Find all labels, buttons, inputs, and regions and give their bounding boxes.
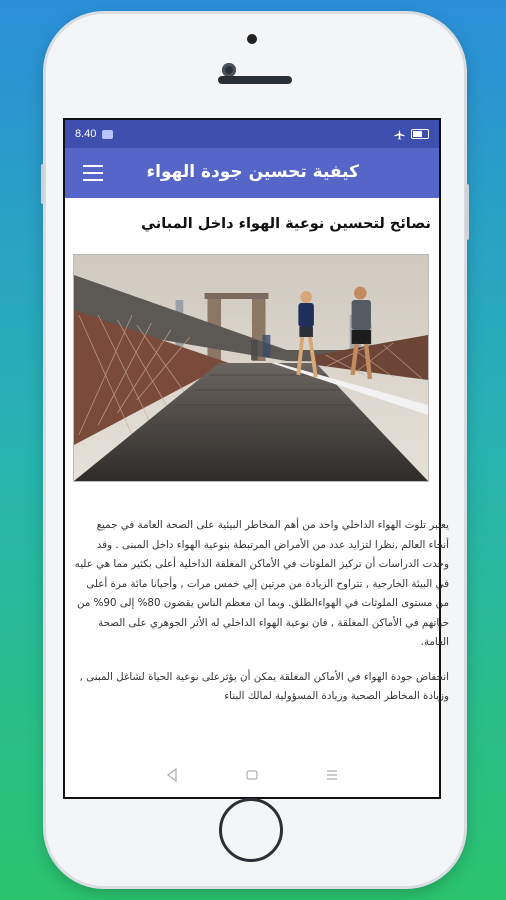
earpiece-speaker (218, 76, 292, 84)
article-image (73, 254, 429, 482)
phone-screen (63, 118, 449, 799)
article-body (65, 482, 451, 707)
article-paragraph: يعتبر تلوث الهواء الداخلي واحد من أهم المخاطر البيئية على الصحة العامة في جميع أنحاء العالم ,نظرا لتزايد عدد من الأمراض المرتبطة بنوعية الهواء داخل المبنى . وقد وجدت الدراسات أن تركيز الملوثات في الأماكن المغلقة الداخلية أعلى بكثير مما هي عليه في البيئة الخارجية , تتراوح الزيادة من مرتين إلي خمس مرات , وأحيانا مائة مرة أعلى من مستوى الملوثات في الهواءالطلق. وبما ان معظم الناس يقضون 80% إلى 90% من حياتهم في الأماكن المغلقة , فان نوعية الهواء الداخلي له الأثر الجوهري على الصحة العامة. (74, 519, 449, 648)
power-button (465, 184, 469, 240)
article-title: نصائح لتحسين نوعية الهواء داخل المباني (141, 216, 431, 232)
notification-icon (102, 130, 113, 139)
front-camera (222, 63, 236, 77)
home-button[interactable] (219, 798, 283, 862)
status-bar (65, 120, 439, 148)
volume-button (41, 164, 45, 204)
app-title: كيفية تحسين جودة الهواء (146, 162, 359, 182)
system-nav-bar (65, 753, 439, 797)
recents-lines-icon[interactable] (322, 765, 342, 785)
article-paragraph: انخفاض جودة الهواء في الأماكن المغلقة يمكن أن يؤثرعلى نوعية الحياة لشاغل المبنى , وزيادة المخاطر الصحية وزيادة المسؤولية لمالك البناء (79, 670, 449, 702)
airplane-icon (394, 129, 405, 140)
status-time: 8.40 (75, 128, 97, 140)
hamburger-menu-icon[interactable] (83, 165, 103, 181)
battery-icon (411, 129, 429, 139)
app-bar (65, 148, 439, 198)
status-icons (394, 129, 429, 140)
phone-frame (46, 14, 464, 886)
bridge-runners-image (74, 255, 428, 481)
home-square-icon[interactable] (242, 765, 262, 785)
front-sensor (247, 34, 257, 44)
article-content[interactable] (65, 198, 449, 753)
back-triangle-icon[interactable] (162, 765, 182, 785)
